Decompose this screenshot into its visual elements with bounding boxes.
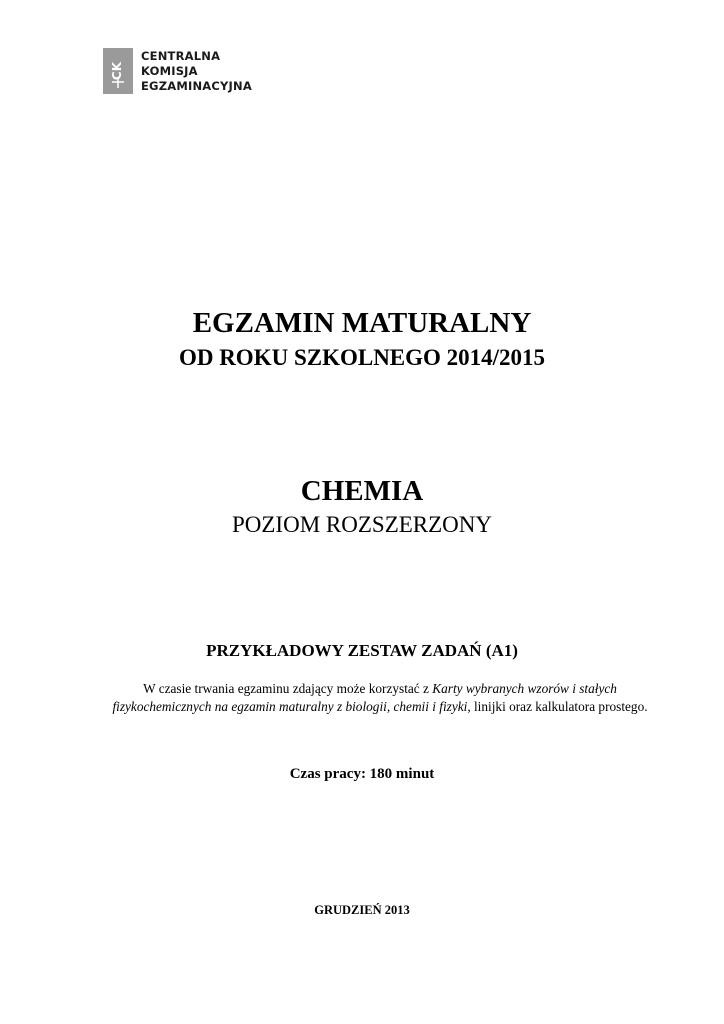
- exam-date: GRUDZIEŃ 2013: [314, 903, 410, 917]
- subject-name: CHEMIA: [300, 475, 424, 507]
- cke-logo-text: [141, 49, 252, 94]
- exam-time: Czas pracy: 180 minut: [289, 766, 435, 782]
- instructions-part-1: W czasie trwania egzaminu zdający może korzystać z: [143, 681, 433, 696]
- logo-line-3: EGZAMINACYJNA: [141, 79, 252, 93]
- instructions-italic: Karty wybranych wzorów i stałych fizykochemicznych na egzamin maturalny z biologii, chemii i fizyki: [112, 681, 617, 714]
- exam-title: EGZAMIN MATURALNY: [192, 307, 532, 339]
- set-title: PRZYKŁADOWY ZESTAW ZADAŃ (A1): [206, 641, 518, 660]
- cke-logo: [103, 48, 252, 94]
- exam-subtitle: OD ROKU SZKOLNEGO 2014/2015: [178, 345, 546, 370]
- instructions-paragraph: [100, 680, 660, 716]
- logo-line-1: CENTRALNA: [141, 49, 221, 63]
- cke-logo-mark: [103, 48, 133, 94]
- subject-level: POZIOM ROZSZERZONY: [231, 512, 493, 537]
- cke-emblem-icon: [103, 48, 133, 94]
- logo-line-2: KOMISJA: [141, 64, 198, 78]
- svg-text:CK: CK: [110, 61, 124, 81]
- instructions-part-2: , linijki oraz kalkulatora prostego.: [467, 699, 648, 714]
